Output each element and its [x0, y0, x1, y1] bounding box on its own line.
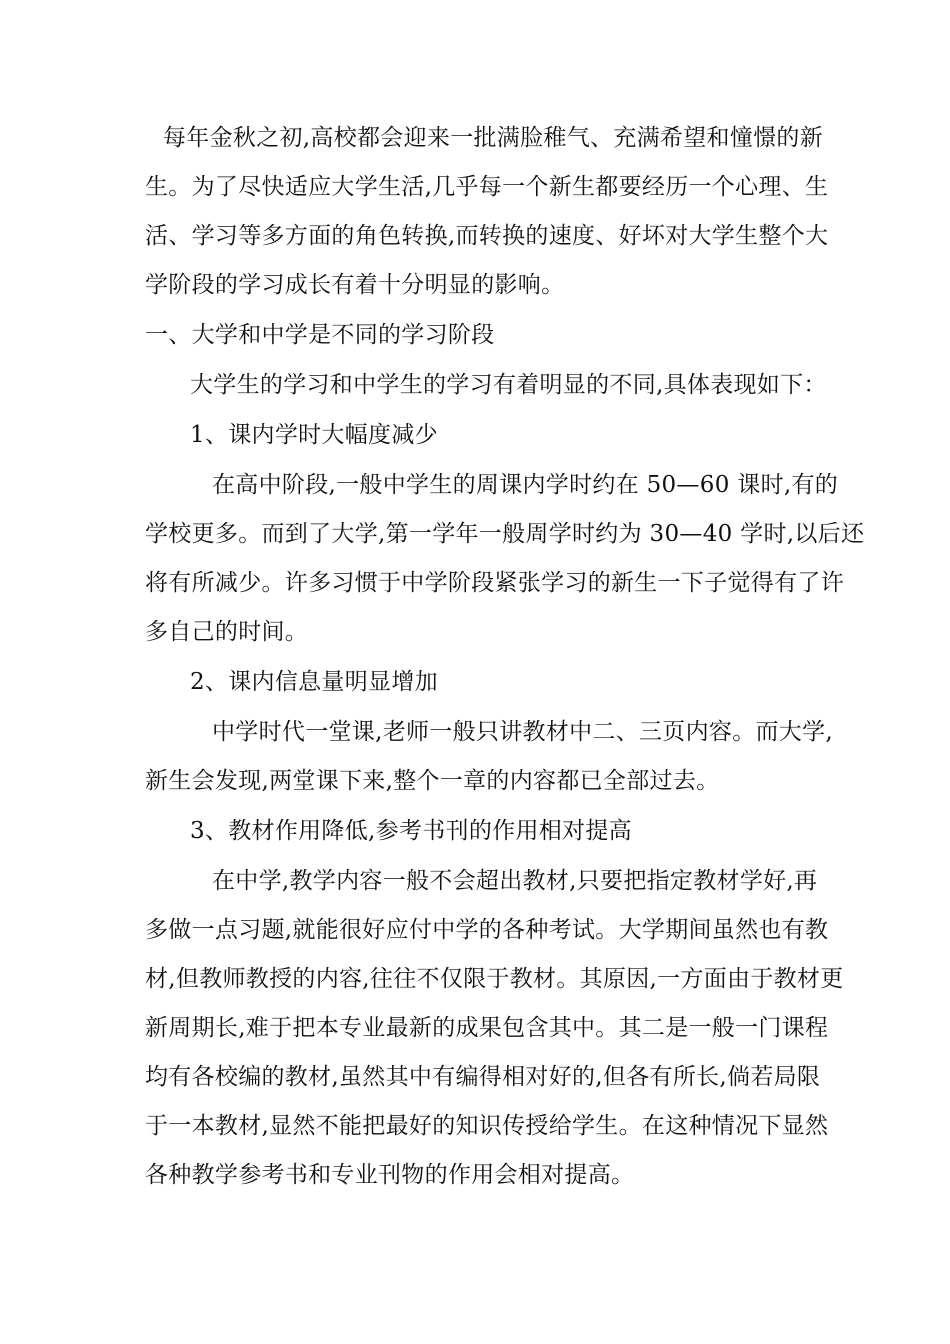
- section-heading: 一、大学和中学是不同的学习阶段: [145, 322, 495, 348]
- text-line: 多自己的时间。: [145, 619, 309, 645]
- subsection-heading: 1、课内学时大幅度减少: [190, 422, 438, 448]
- text-line: 生。为了尽快适应大学生活,几乎每一个新生都要经历一个心理、生: [145, 174, 829, 200]
- text-line: 每年金秋之初,高校都会迎来一批满脸稚气、充满希望和憧憬的新: [163, 125, 824, 151]
- text-line: 中学时代一堂课,老师一般只讲教材中二、三页内容。而大学,: [212, 719, 834, 745]
- text-line: 在中学,教学内容一般不会超出教材,只要把指定教材学好,再: [212, 868, 818, 894]
- text-line: 学校更多。而到了大学,第一学年一般周学时约为 30—40 学时,以后还: [145, 521, 865, 547]
- text-line: 于一本教材,显然不能把最好的知识传授给学生。在这种情况下显然: [145, 1113, 829, 1139]
- text-line: 活、学习等多方面的角色转换,而转换的速度、好坏对大学生整个大: [145, 223, 829, 249]
- text-line: 将有所减少。许多习惯于中学阶段紧张学习的新生一下子觉得有了许: [145, 570, 844, 596]
- subsection-heading: 2、课内信息量明显增加: [190, 669, 438, 695]
- text-line: 在高中阶段,一般中学生的周课内学时约在 50—60 课时,有的: [212, 472, 839, 498]
- text-line: 材,但教师教授的内容,往往不仅限于教材。其原因,一方面由于教材更: [145, 966, 844, 992]
- text-line: 新生会发现,两堂课下来,整个一章的内容都已全部过去。: [145, 768, 720, 794]
- text-line: 均有各校编的教材,虽然其中有编得相对好的,但各有所长,倘若局限: [145, 1064, 821, 1090]
- subsection-heading: 3、教材作用降低,参考书刊的作用相对提高: [190, 818, 632, 844]
- text-line: 新周期长,难于把本专业最新的成果包含其中。其二是一般一门课程: [145, 1015, 829, 1041]
- text-line: 大学生的学习和中学生的学习有着明显的不同,具体表现如下：: [190, 372, 827, 398]
- text-line: 学阶段的学习成长有着十分明显的影响。: [145, 272, 565, 298]
- text-line: 各种教学参考书和专业刊物的作用会相对提高。: [145, 1162, 635, 1188]
- text-line: 多做一点习题,就能很好应付中学的各种考试。大学期间虽然也有教: [145, 917, 829, 943]
